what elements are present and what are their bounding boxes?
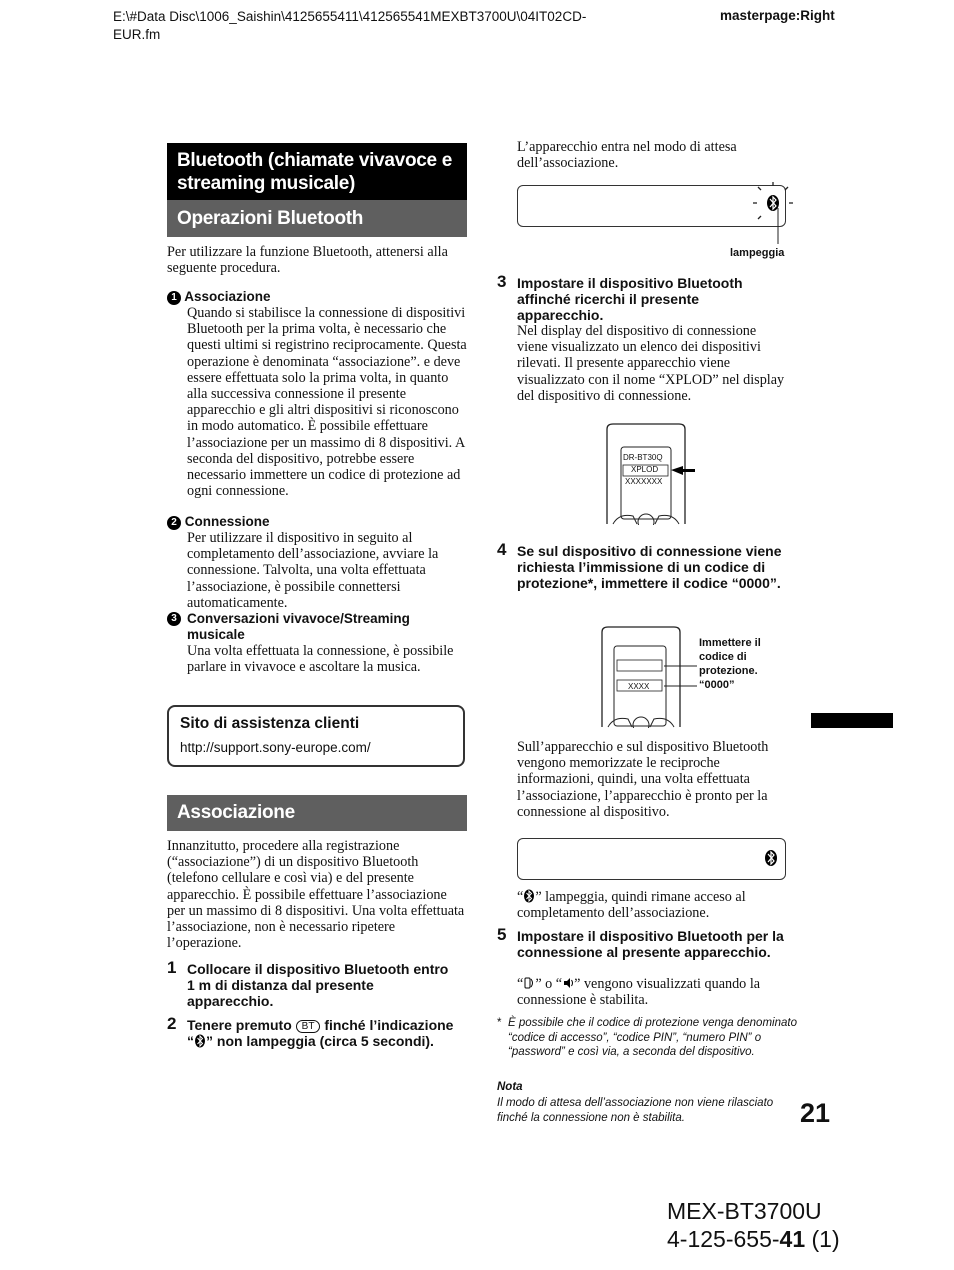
item-heading: Conversazioni vivavoce/Streaming musicale bbox=[187, 611, 410, 642]
blink-note: “ ” lampeggia, quindi rimane acceso al completamento dell’associazione. bbox=[517, 889, 746, 922]
note-text: Il modo di attesa dell’associazione non viene rilasciato finché la connessione non è stabilita. bbox=[497, 1097, 774, 1124]
support-link[interactable]: http://support.sony-europe.com/ bbox=[180, 740, 371, 755]
phone-code-field: XXXX bbox=[628, 682, 650, 691]
associazione-intro: Innanzitutto, procedere alla registrazione (“associazione”) di un dispositivo Bluetooth (telefono cellulare e così via) e del presente apparecchio. È possibile effettuare l’associazione per un massimo di 8 dispositivi. Una volta effettuata l’associazione, non è necessario ripetere l’operazione. bbox=[167, 838, 465, 952]
section-title-associazione: Associazione bbox=[167, 795, 467, 831]
model-info bbox=[667, 1197, 840, 1253]
step-number: 3 bbox=[497, 272, 507, 291]
thumb-tab bbox=[811, 713, 893, 728]
section-title: Bluetooth (chiamate vivavoce e streaming musicale) bbox=[167, 143, 467, 200]
number-badge: 1 bbox=[167, 291, 181, 305]
item-text: Per utilizzare il dispositivo in seguito al completamento dell’associazione, avviare la connessione. Talvolta, una volta effettuata l’associazione, è possibile connettersi automaticamente. bbox=[187, 530, 439, 611]
footnote-mark: * bbox=[497, 1017, 502, 1029]
item-text: Una volta effettuata la connessione, è possibile parlare in vivavoce e ascoltare la musica. bbox=[187, 643, 454, 676]
bt-button: BT bbox=[296, 1020, 321, 1033]
list-item bbox=[167, 289, 467, 499]
support-box bbox=[167, 705, 465, 767]
bluetooth-icon bbox=[523, 889, 535, 903]
step-5-heading: Impostare il dispositivo Bluetooth per la connessione al presente apparecchio. bbox=[517, 928, 784, 960]
bluetooth-icon bbox=[764, 849, 778, 867]
step-number: 1 bbox=[167, 958, 177, 977]
phone-icon bbox=[523, 976, 535, 990]
list-item bbox=[167, 514, 467, 611]
footnote: È possibile che il codice di protezione venga denominato “codice di accesso”, “codice PIN”, “numero PIN” o “password” e così via, a seconda del dispositivo. bbox=[508, 1017, 797, 1058]
step-number: 2 bbox=[167, 1014, 177, 1033]
phone-xplod-entry: XPLOD bbox=[631, 465, 659, 474]
step-4-heading: Se sul dispositivo di connessione viene richiesta l’immissione di un codice di protezione*, immettere il codice “0000”. bbox=[517, 543, 782, 591]
section-subtitle: Operazioni Bluetooth bbox=[167, 200, 467, 237]
support-title: Sito di assistenza clienti bbox=[180, 715, 360, 732]
phone-device-name: DR-BT30Q bbox=[623, 453, 663, 462]
display-blinking bbox=[517, 185, 786, 227]
code-value-label: “0000” bbox=[699, 679, 735, 691]
bluetooth-icon bbox=[194, 1033, 206, 1049]
phone-illustration bbox=[603, 423, 703, 525]
model-name: MEX-BT3700U bbox=[667, 1198, 822, 1224]
step-1-text: Collocare il dispositivo Bluetooth entro 1 m di distanza dal presente apparecchio. bbox=[187, 961, 449, 1009]
masterpage-label: masterpage:Right bbox=[720, 8, 835, 23]
step-5-text: “ ” o “ ” vengono visualizzati quando la connessione è stabilita. bbox=[517, 976, 761, 1009]
step-2-text: Tenere premuto BT finché l’indicazione “ ” non lampeggia (circa 5 secondi). bbox=[187, 1017, 454, 1049]
phone-device-entry: XXXXXXX bbox=[625, 477, 663, 486]
bluetooth-icon bbox=[752, 182, 794, 248]
step-number: 4 bbox=[497, 540, 507, 559]
list-item bbox=[167, 611, 467, 675]
step-number: 5 bbox=[497, 925, 507, 944]
file-path: E:\#Data Disc\1006_Saishin\4125655411\412565541MEXBT3700U\04IT02CD-EUR.fm bbox=[113, 9, 587, 42]
item-heading: Connessione bbox=[184, 514, 270, 529]
pair-wait-text: L’apparecchio entra nel modo di attesa dell’associazione. bbox=[517, 139, 737, 172]
step-3-heading: Impostare il dispositivo Bluetooth affinché ricerchi il presente apparecchio. bbox=[517, 275, 743, 323]
part-number: 4-125-655-41 (1) bbox=[667, 1226, 840, 1252]
after-step-4-text: Sull’apparecchio e sul dispositivo Bluetooth vengono memorizzate le reciproche informazioni, quindi, una volta effettuata l’associazione, l’apparecchio è pronto per la connessione al dispositivo. bbox=[517, 739, 769, 820]
item-text: Quando si stabilisce la connessione di dispositivi Bluetooth per la prima volta, è necessario che questi ultimi si registrino reciprocamente. Questa operazione è denominata “associazione”. e deve essere effettuata solo la prima volta, in quanto alla successiva connessione il presente apparecchio e gli altri dispositivi si riconoscono in modo automatico. È possibile effettuare l’associazione per un massimo di 8 dispositivi. A seconda del dispositivo, potrebbe essere necessario immettere un codice di protezione ad ogni connessione. bbox=[187, 305, 467, 500]
number-badge: 2 bbox=[167, 516, 181, 530]
audio-icon bbox=[562, 976, 574, 990]
page-number: 21 bbox=[800, 1098, 831, 1128]
number-badge: 3 bbox=[167, 612, 181, 626]
display-paired bbox=[517, 838, 786, 880]
phone-illustration bbox=[598, 626, 698, 728]
item-heading: Associazione bbox=[184, 289, 271, 304]
step-3-text: Nel display del dispositivo di connessione viene visualizzato un elenco dei dispositivi rilevati. Il presente apparecchio viene visualizzato con il nome “XPLOD” nel display del dispositivo di connessione. bbox=[517, 323, 785, 404]
code-prompt-label: Immettere il codice di protezione. bbox=[699, 637, 761, 677]
blink-label: lampeggia bbox=[730, 247, 785, 259]
note-title: Nota bbox=[497, 1081, 523, 1093]
intro-text: Per utilizzare la funzione Bluetooth, attenersi alla seguente procedura. bbox=[167, 244, 448, 277]
